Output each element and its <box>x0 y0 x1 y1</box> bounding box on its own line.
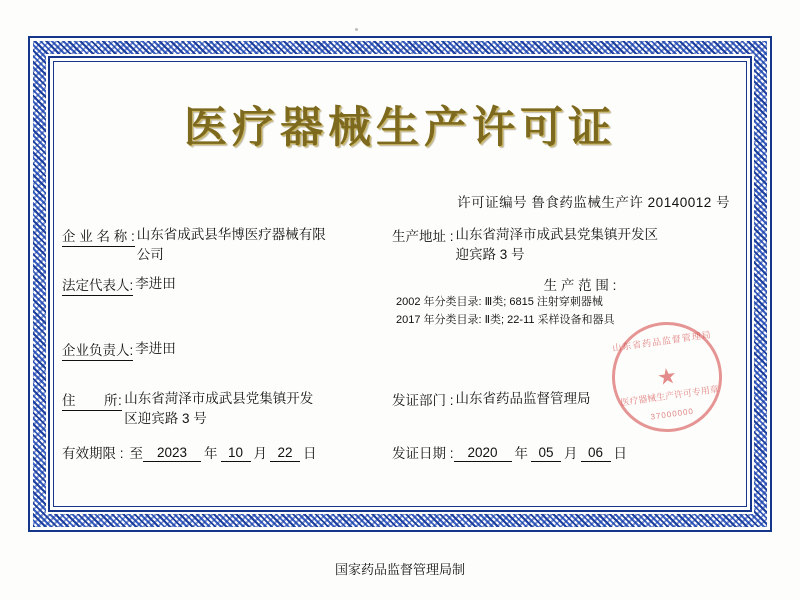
field-issuing-dept <box>392 389 738 428</box>
production-scope-line-2: 2017 年分类目录: Ⅱ类; 22-11 采样设备和器具 <box>396 313 615 326</box>
enterprise-name-label: 企 业 名 称 : <box>62 225 135 247</box>
validity-day-unit: 日 <box>303 446 317 462</box>
issue-date-label: 发证日期 : <box>392 446 454 462</box>
production-scope-values <box>394 294 738 329</box>
validity-label: 有效期限 : <box>62 446 124 462</box>
issue-date-month-value: 05 <box>531 445 561 462</box>
seal-star-icon: ★ <box>655 362 679 391</box>
issue-date-month-unit: 月 <box>564 446 578 462</box>
certificate-content <box>62 72 738 500</box>
permit-number-value: 鲁食药监械生产许 20140012 号 <box>531 195 730 210</box>
residence-value: 山东省菏泽市成武县党集镇开发区迎宾路 3 号 <box>124 391 314 426</box>
production-address-label: 生产地址 : <box>392 229 454 244</box>
seal-bar-text: 医疗器械生产许可专用章 <box>619 383 720 408</box>
dust-speck <box>355 28 358 31</box>
validity-month-unit: 月 <box>253 446 268 462</box>
row-legalrep-scope <box>62 274 738 329</box>
field-residence <box>62 389 392 428</box>
permit-number-line <box>62 191 738 211</box>
enterprise-manager-value: 李进田 <box>135 341 176 357</box>
field-issue-date <box>392 442 738 462</box>
row-residence-issuer <box>62 389 738 428</box>
document-title: 医疗器械生产许可证 <box>184 103 616 153</box>
field-validity <box>62 442 392 462</box>
residence-label: 住 所: <box>62 389 122 411</box>
row-name-address <box>62 225 738 264</box>
fields-area <box>62 225 738 462</box>
enterprise-name-value: 山东省成武县华博医疗器械有限公司 <box>136 227 326 262</box>
validity-month-value: 10 <box>221 445 251 462</box>
field-production-address <box>392 225 738 264</box>
permit-number-label: 许可证编号 <box>457 195 528 210</box>
validity-year-unit: 年 <box>204 446 218 462</box>
seal-top-text: 山东省药品监督管理局 <box>611 329 713 354</box>
legal-rep-value: 李进田 <box>135 276 176 292</box>
legal-rep-label: 法定代表人: <box>62 274 133 296</box>
field-production-scope <box>392 274 738 329</box>
issue-date-day-unit: 日 <box>613 446 628 462</box>
issuing-dept-label: 发证部门 : <box>392 393 454 409</box>
issuing-dept-value: 山东省药品监督管理局 <box>455 391 591 407</box>
issue-date-year-unit: 年 <box>514 446 529 462</box>
enterprise-manager-label: 企业负责人: <box>62 339 133 361</box>
field-enterprise-manager <box>62 339 392 361</box>
production-scope-line-1: 2002 年分类目录: Ⅲ类; 6815 注射穿刺器械 <box>396 296 603 309</box>
field-enterprise-name <box>62 225 392 264</box>
field-legal-rep <box>62 274 392 329</box>
issue-date-year-value: 2020 <box>454 445 512 462</box>
validity-year-value: 2023 <box>143 445 201 462</box>
production-scope-label: 生 产 范 围 : <box>543 278 617 294</box>
document-footer: 国家药品监督管理局制 <box>334 562 465 577</box>
row-enterprise-manager <box>62 339 738 361</box>
row-validity-issuedate <box>62 442 738 462</box>
validity-to-label: 至 <box>129 446 144 462</box>
production-address-value: 山东省菏泽市成武县党集镇开发区迎宾路 3 号 <box>455 227 659 262</box>
issue-date-day-value: 06 <box>581 445 611 462</box>
seal-bottom-text: 37000000 <box>650 406 695 422</box>
validity-day-value: 22 <box>270 445 300 462</box>
